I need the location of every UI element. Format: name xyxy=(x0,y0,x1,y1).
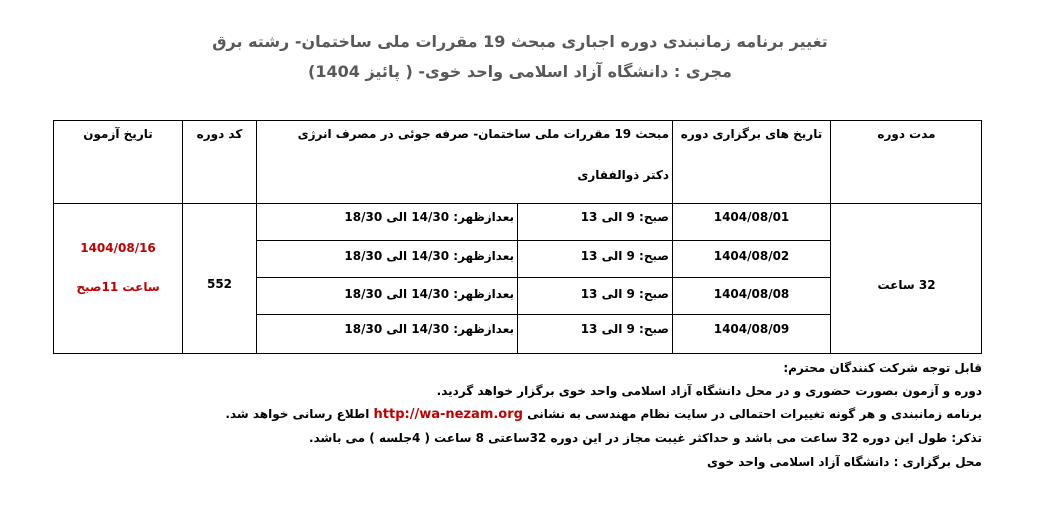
session-date: 1404/08/08 xyxy=(713,287,790,301)
session-morning: صبح: 9 الی 13 xyxy=(580,210,669,224)
exam-time-value: ساعت 11صبح xyxy=(76,280,160,294)
header-duration: مدت دوره xyxy=(877,127,936,141)
table-col-divider xyxy=(182,121,183,353)
duration-value: 32 ساعت xyxy=(877,278,936,292)
note-website-text-end: اطلاع رسانی خواهد شد. xyxy=(225,407,370,421)
schedule-table xyxy=(53,120,982,354)
note-website-text: برنامه زمانبندی و هر گونه تغییرات احتمالی در سایت نظام مهندسی به نشانی xyxy=(527,407,982,421)
header-course: مبحث 19 مقررات ملی ساختمان- صرفه جوئی در مصرف انرژی xyxy=(297,127,669,141)
header-instructor: دکتر ذوالفقاری xyxy=(577,168,669,182)
header-code: کد دوره xyxy=(196,127,243,141)
session-date: 1404/08/01 xyxy=(713,210,790,224)
page-title: تغییر برنامه زمانبندی دوره اجباری مبحث 19 مقررات ملی ساختمان- رشته برق xyxy=(212,32,828,51)
header-exam-date: تاریخ آزمون xyxy=(83,127,153,141)
table-col-divider xyxy=(672,121,673,353)
table-row-divider xyxy=(256,240,830,241)
table-col-divider xyxy=(830,121,831,353)
table-row-divider xyxy=(256,277,830,278)
session-morning: صبح: 9 الی 13 xyxy=(580,249,669,263)
header-dates: تاریخ های برگزاری دوره xyxy=(680,127,823,141)
session-afternoon: بعدازظهر: 14/30 الی 18/30 xyxy=(344,210,514,224)
course-code: 552 xyxy=(206,277,233,291)
table-col-divider xyxy=(256,121,257,353)
table-row-divider xyxy=(256,314,830,315)
note-attendance: دوره و آزمون بصورت حضوری و در محل دانشگاه آزاد اسلامی واحد خوی برگزار خواهد گردید. xyxy=(436,384,982,398)
note-venue: محل برگزاری : دانشگاه آزاد اسلامی واحد خوی xyxy=(706,455,982,469)
note-absence: تذکر: طول این دوره 32 ساعت می باشد و حداکثر غیبت مجاز در این دوره 32ساعتی 8 ساعت ( 4جلسه ) می باشد. xyxy=(309,431,982,445)
session-morning: صبح: 9 الی 13 xyxy=(580,322,669,336)
session-afternoon: بعدازظهر: 14/30 الی 18/30 xyxy=(344,322,514,336)
session-date: 1404/08/09 xyxy=(713,322,790,336)
notes-heading: قابل توجه شرکت کنندگان محترم: xyxy=(783,361,982,375)
note-website xyxy=(225,407,982,422)
page-subtitle: مجری : دانشگاه آزاد اسلامی واحد خوی- ( پائیز 1404) xyxy=(308,62,732,81)
table-header-divider xyxy=(54,203,981,204)
session-morning: صبح: 9 الی 13 xyxy=(580,287,669,301)
exam-date-value: 1404/08/16 xyxy=(80,241,156,255)
website-link[interactable]: http://wa-nezam.org xyxy=(373,407,523,422)
session-afternoon: بعدازظهر: 14/30 الی 18/30 xyxy=(344,249,514,263)
session-date: 1404/08/02 xyxy=(713,249,790,263)
session-afternoon: بعدازظهر: 14/30 الی 18/30 xyxy=(344,287,514,301)
